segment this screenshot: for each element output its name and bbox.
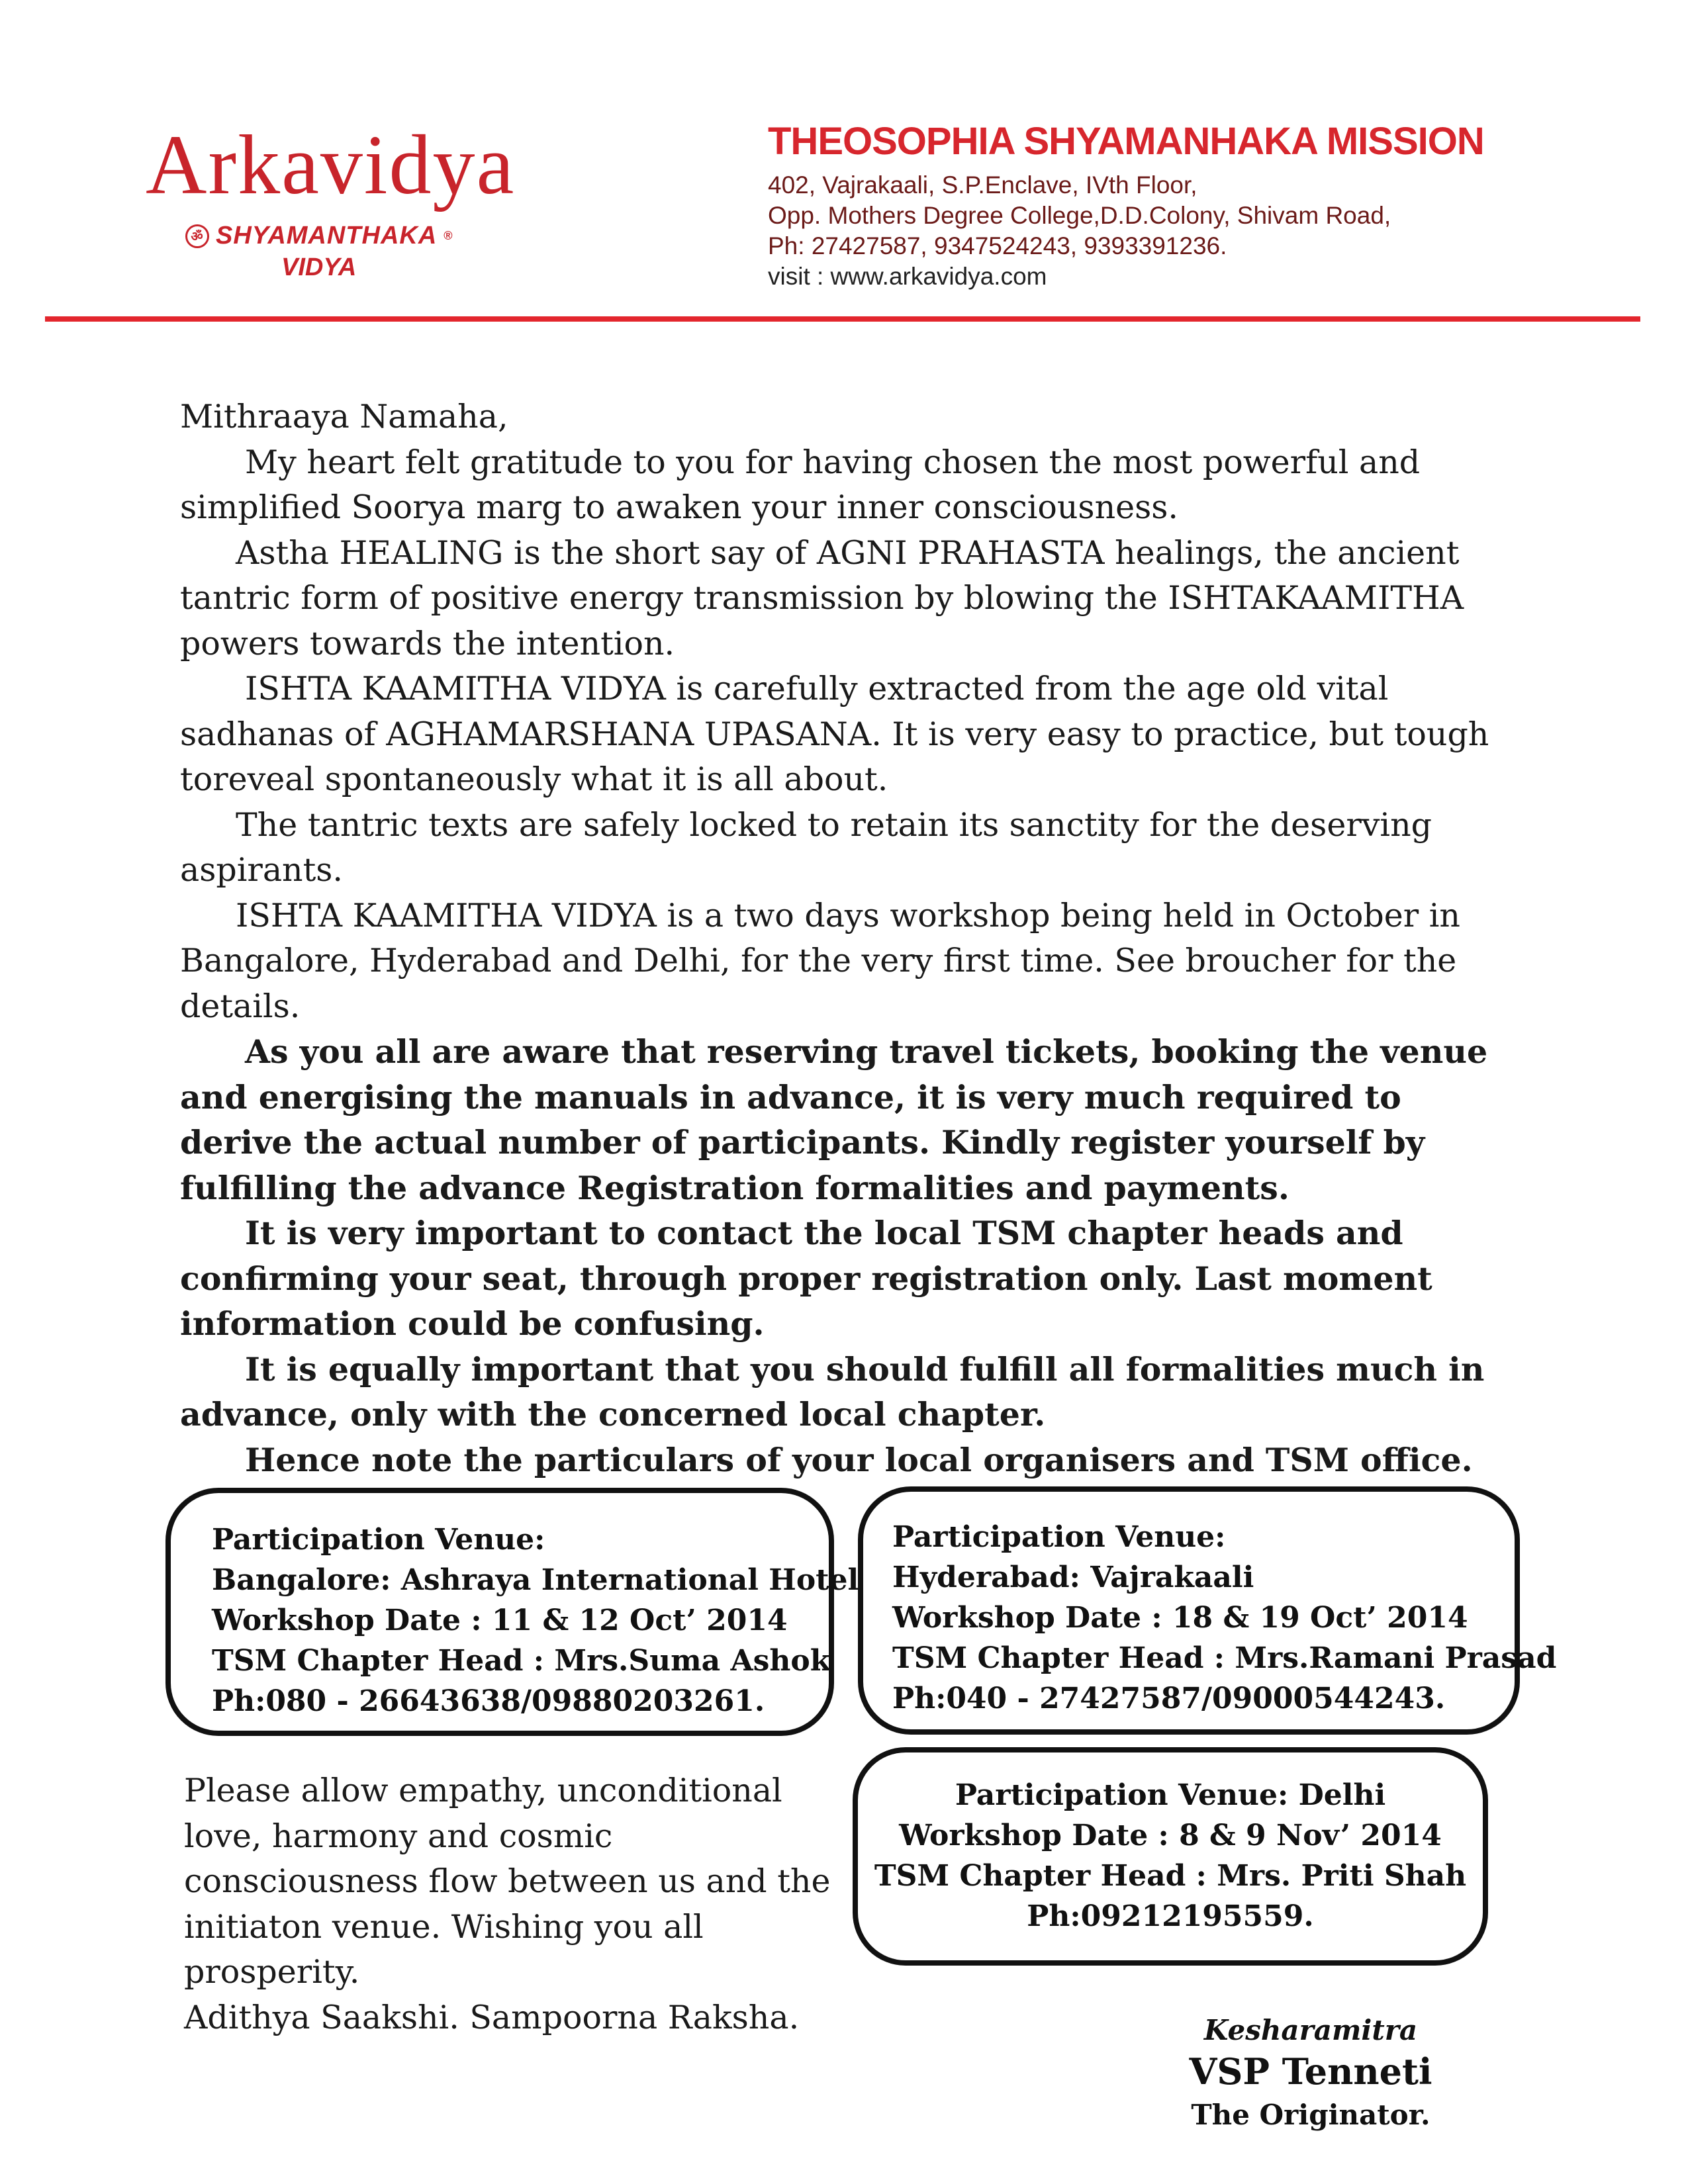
chapter-head: TSM Chapter Head : Mrs.Suma Ashok	[212, 1644, 831, 1678]
closing-raksha: Adithya Saakshi. Sampoorna Raksha.	[184, 1998, 800, 2036]
arkavidya-logo	[146, 118, 556, 295]
contact-phone: Ph:080 - 26643638/09880203261.	[212, 1684, 765, 1718]
chapter-head: TSM Chapter Head : Mrs. Priti Shah	[874, 1859, 1467, 1893]
signature-block	[1125, 2012, 1496, 2136]
venue-label: Participation Venue: Delhi	[955, 1778, 1386, 1812]
logo-sub-line2: VIDYA	[281, 253, 357, 281]
paragraph-gratitude: My heart felt gratitude to you for having chosen the most powerful and simplified Soorya marg to awaken your inner consciousness.	[180, 443, 1421, 526]
venue-place: Hyderabad: Vajrakaali	[892, 1561, 1254, 1594]
closing-text	[184, 1768, 839, 2040]
closing-blessing: Please allow empathy, unconditional love, harmony and cosmic consciousness flow between us and the initiaton venue. Wishing you all prosperity.	[184, 1772, 831, 1991]
workshop-date: Workshop Date : 18 & 19 Oct’ 2014	[892, 1601, 1468, 1635]
venue-label: Participation Venue:	[892, 1520, 1226, 1554]
signature-title: Kesharamitra	[1203, 2014, 1418, 2046]
paragraph-registration: As you all are aware that reserving travel tickets, booking the venue and energising the manuals in advance, it is very much required to derive the actual number of participants. Kindly register yourself by fulfilling the advance Registration formalities and payments.	[180, 1032, 1488, 1207]
paragraph-formalities: It is equally important that you should fulfill all formalities much in advance, only with the concerned local chapter.	[180, 1349, 1485, 1433]
signature-role: The Originator.	[1191, 2099, 1430, 2131]
paragraph-note-particulars: Hence note the particulars of your local organisers and TSM office.	[245, 1440, 1473, 1479]
signature-name: VSP Tenneti	[1189, 2050, 1432, 2093]
workshop-date: Workshop Date : 11 & 12 Oct’ 2014	[212, 1604, 788, 1637]
venue-label: Participation Venue:	[212, 1523, 545, 1557]
om-icon: ॐ	[185, 224, 209, 248]
workshop-date: Workshop Date : 8 & 9 Nov’ 2014	[899, 1819, 1442, 1852]
salutation: Mithraaya Namaha,	[180, 398, 508, 435]
venue-box-hyderabad	[858, 1486, 1557, 1735]
phone-line: Ph: 27427587, 9347524243, 9393391236.	[768, 232, 1227, 259]
address-line-2: Opp. Mothers Degree College,D.D.Colony, Shivam Road,	[768, 202, 1391, 229]
letter-body	[180, 394, 1524, 1482]
org-header	[768, 119, 1589, 292]
paragraph-workshop-info: ISHTA KAAMITHA VIDYA is a two days workshop being held in October in Bangalore, Hyderabad and Delhi, for the very first time. See broucher for the details.	[180, 896, 1460, 1025]
registered-mark-icon: ®	[444, 229, 453, 242]
venue-box-bangalore	[165, 1488, 859, 1736]
chapter-head: TSM Chapter Head : Mrs.Ramani Prasad	[892, 1641, 1557, 1675]
venue-place: Bangalore: Ashraya International Hotel	[212, 1563, 859, 1597]
logo-subtitle	[185, 222, 453, 250]
header-divider	[45, 316, 1640, 322]
paragraph-tantric-texts: The tantric texts are safely locked to retain its sanctity for the deserving aspirants.	[180, 805, 1432, 889]
address-line-1: 402, Vajrakaali, S.P.Enclave, IVth Floor,	[768, 171, 1197, 199]
logo-sub-line1: SHYAMANTHAKA	[216, 222, 438, 250]
paragraph-astha-healing: Astha HEALING is the short say of AGNI PRAHASTA healings, the ancient tantric form of positive energy transmission by blowing the ISHTAKAAMITHA powers towards the intention.	[180, 533, 1464, 662]
paragraph-ishta-kaamitha: ISHTA KAAMITHA VIDYA is carefully extracted from the age old vital sadhanas of AGHAMARSHANA UPASANA. It is very easy to practice, but tough toreveal spontaneously what it is all about.	[180, 670, 1489, 798]
logo-wordmark: Arkavidya	[146, 118, 516, 212]
contact-phone: Ph:09212195559.	[1027, 1899, 1314, 1933]
paragraph-contact-heads: It is very important to contact the local TSM chapter heads and confirming your seat, through proper registration only. Last moment information could be confusing.	[180, 1214, 1432, 1343]
contact-phone: Ph:040 - 27427587/09000544243.	[892, 1682, 1446, 1715]
org-name: THEOSOPHIA SHYAMANHAKA MISSION	[768, 120, 1484, 163]
website-line: visit : www.arkavidya.com	[768, 263, 1047, 290]
venue-box-delhi	[853, 1747, 1488, 1966]
